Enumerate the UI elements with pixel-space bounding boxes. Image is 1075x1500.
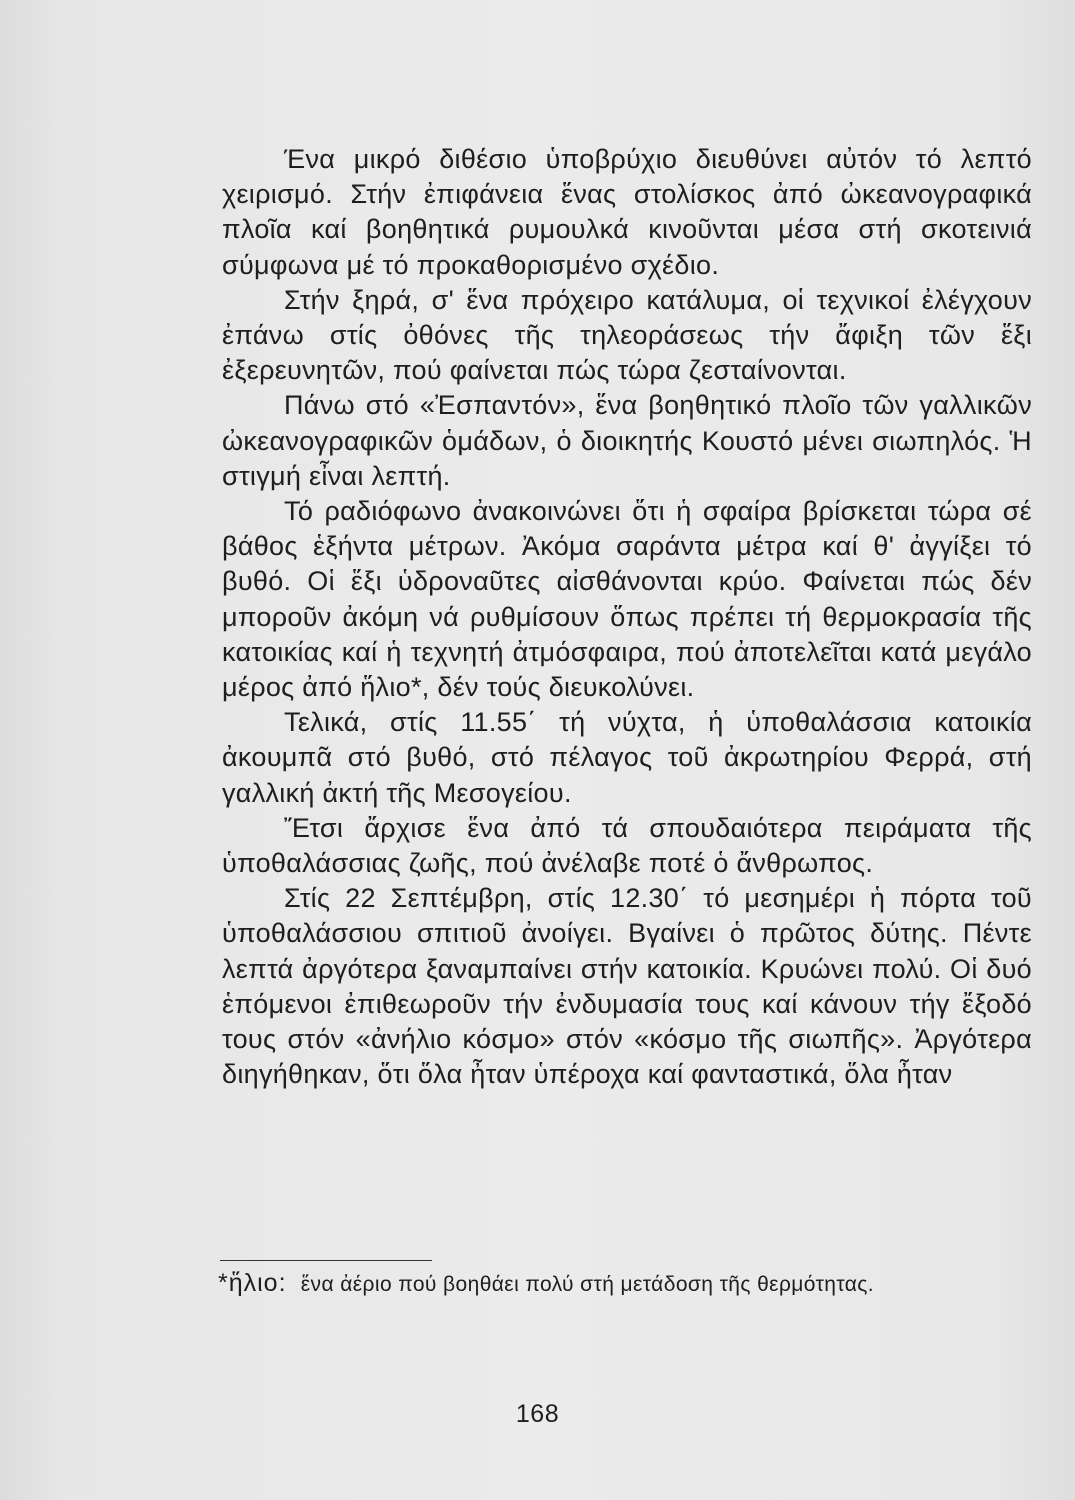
paragraph: Πάνω στό «Ἐσπαντόν», ἕνα βοηθητικό πλοῖο τῶν γαλλικῶν ὠκεανογραφικῶν ὁμάδων, ὁ διοικητής Κουστό μένει σιωπηλός. Ἡ στιγμή εἶναι λεπτή.	[222, 390, 1032, 491]
paragraph: Ἔτσι ἄρχισε ἕνα ἀπό τά σπουδαιότερα πειράματα τῆς ὑποθαλάσσιας ζωῆς, πού ἀνέλαβε ποτέ ὁ ἄνθρωπος.	[222, 812, 1032, 879]
footnote-divider	[220, 1260, 432, 1261]
footnote-term: *ἥλιο:	[218, 1269, 287, 1297]
footnote-text: ἕνα ἀέριο πού βοηθάει πολύ στή μετάδοση τῆς θερμότητας.	[300, 1273, 875, 1296]
footnote	[218, 1268, 1018, 1300]
page-number-label: 168	[515, 1400, 560, 1428]
paragraph: Τελικά, στίς 11.55΄ τή νύχτα, ἡ ὑποθαλάσσια κατοικία ἀκουμπᾶ στό βυθό, στό πέλαγος τοῦ ἀκρωτηρίου Φερρά, στή γαλλική ἀκτή τῆς Μεσογείου.	[222, 707, 1032, 808]
paragraph: Ένα μικρό διθέσιο ὑποβρύχιο διευθύνει αὐτόν τό λεπτό χειρισμό. Στήν ἐπιφάνεια ἕνας στολίσκος ἀπό ὠκεανογραφικά πλοῖα καί βοηθητικά ρυμουλκά κινοῦνται μέσα στή σκοτεινιά σύμφωνα μέ τό προκαθορισμένο σχέδιο.	[222, 144, 1032, 280]
body-text	[222, 142, 1032, 1092]
paragraph: Στίς 22 Σεπτέμβρη, στίς 12.30΄ τό μεσημέρι ἡ πόρτα τοῦ ὑποθαλάσσιου σπιτιοῦ ἀνοίγει. Βγαίνει ὁ πρῶτος δύτης. Πέντε λεπτά ἀργότερα ξαναμπαίνει στήν κατοικία. Κρυώνει πολύ. Οἱ δυό ἑπόμενοι ἐπιθεωροῦν τήν ἐνδυμασία τους καί κάνουν τήγ ἔξοδό τους στόν «ἀνήλιο κόσμο» στόν «κόσμο τῆς σιωπῆς». Ἀργότερα διηγήθηκαν, ὅτι ὅλα ἦταν ὑπέροχα καί φανταστικά, ὅλα ἦταν	[222, 883, 1032, 1090]
paragraph: Στήν ξηρά, σ' ἕνα πρόχειρο κατάλυμα, οἱ τεχνικοί ἐλέγχουν ἐπάνω στίς ὀθόνες τῆς τηλεοράσεως τήν ἄφιξη τῶν ἕξι ἐξερευνητῶν, πού φαίνεται πώς τώρα ζεσταίνονται.	[222, 284, 1032, 386]
page-number	[0, 1400, 1075, 1429]
paragraph: Τό ραδιόφωνο ἀνακοινώνει ὅτι ἡ σφαίρα βρίσκεται τώρα σέ βάθος ἑξήντα μέτρων. Ἀκόμα σαράντα μέτρα καί θ' ἀγγίξει τό βυθό. Οἱ ἕξι ὑδροναῦτες αἰσθάνονται κρύο. Φαίνεται πώς δέν μποροῦν ἀκόμη νά ρυθμίσουν ὅπως πρέπει τή θερμοκρασία τῆς κατοικίας καί ἡ τεχνητή ἀτμόσφαιρα, πού ἀποτελεῖται κατά μεγάλο μέρος ἀπό ἥλιο*, δέν τούς διευκολύνει.	[222, 496, 1032, 703]
